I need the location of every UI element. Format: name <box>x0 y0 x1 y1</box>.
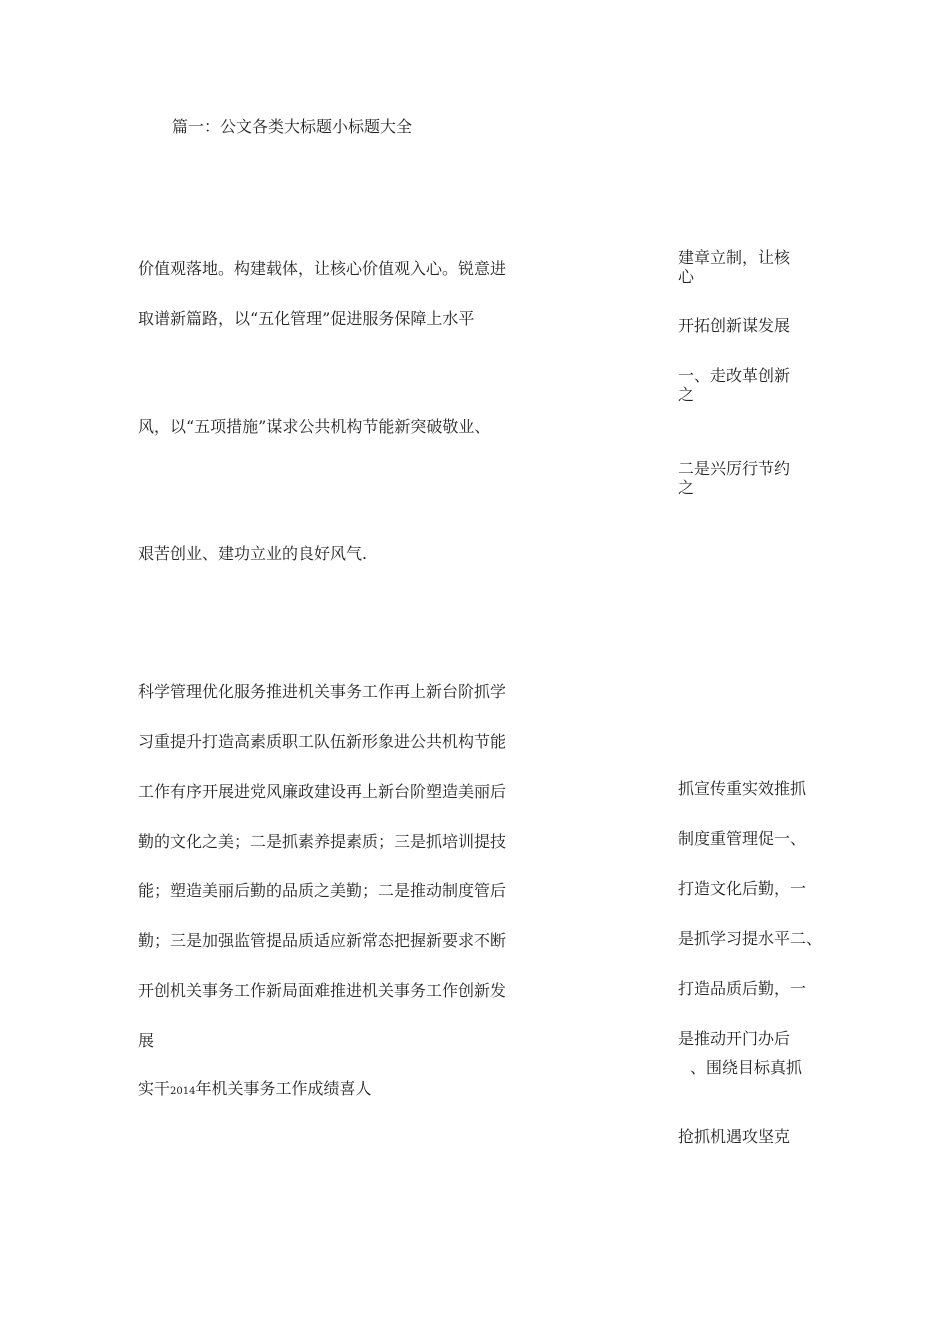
left-line-year <box>138 1079 371 1102</box>
left-line: 勤的文化之美；二是抓素养提素质；三是抓培训提技 <box>138 832 507 851</box>
right-line: 打造文化后勤，一 <box>678 879 807 898</box>
right-line: 抓宣传重实效推抓 <box>678 779 807 798</box>
right-line: 之 <box>678 478 695 497</box>
right-line: 是推动开门办后 <box>678 1029 791 1048</box>
right-line: 打造品质后勤，一 <box>678 979 807 998</box>
year-prefix: 实干 <box>138 1079 171 1098</box>
left-line: 习重提升打造高素质职工队伍新形象进公共机构节能 <box>138 732 507 751</box>
left-line: 开创机关事务工作新局面难推进机关事务工作创新发 <box>138 981 507 1000</box>
left-line: 工作有序开展进党风廉政建设再上新台阶塑造美丽后 <box>138 782 507 801</box>
right-line: 一、走改革创新 <box>678 366 791 385</box>
left-line: 能；塑造美丽后勤的品质之美勤；二是推动制度管后 <box>138 881 507 900</box>
left-line: 展 <box>138 1031 155 1050</box>
year-suffix: 年机关事务工作成绩喜人 <box>195 1079 372 1098</box>
right-line: 二是兴厉行节约 <box>678 459 791 478</box>
document-title: 篇一：公文各类大标题小标题大全 <box>172 117 413 136</box>
right-line: 建章立制，让核 <box>678 248 791 267</box>
right-line: 开拓创新谋发展 <box>678 316 791 335</box>
left-line: 取谱新篇路，以“五化管理”促进服务保障上水平 <box>138 309 475 328</box>
left-line: 风，以“五项措施”谋求公共机构节能新突破敬业、 <box>138 417 491 436</box>
right-line: 制度重管理促一、 <box>678 829 807 848</box>
right-line: 是抓学习提水平二、 <box>678 929 823 948</box>
left-line: 艰苦创业、建功立业的良好风气. <box>138 544 368 563</box>
year-number: 2014 <box>170 1086 196 1097</box>
right-line: 抢抓机遇攻坚克 <box>678 1127 791 1146</box>
left-line: 科学管理优化服务推进机关事务工作再上新台阶抓学 <box>138 682 507 701</box>
left-line: 勤；三是加强监管提品质适应新常态把握新要求不断 <box>138 931 507 950</box>
right-line: 心 <box>678 267 695 286</box>
right-line: 之 <box>678 385 695 404</box>
right-line: 、围绕目标真抓 <box>690 1058 803 1077</box>
left-line: 价值观落地。构建载体，让核心价值观入心。锐意进 <box>138 259 507 278</box>
